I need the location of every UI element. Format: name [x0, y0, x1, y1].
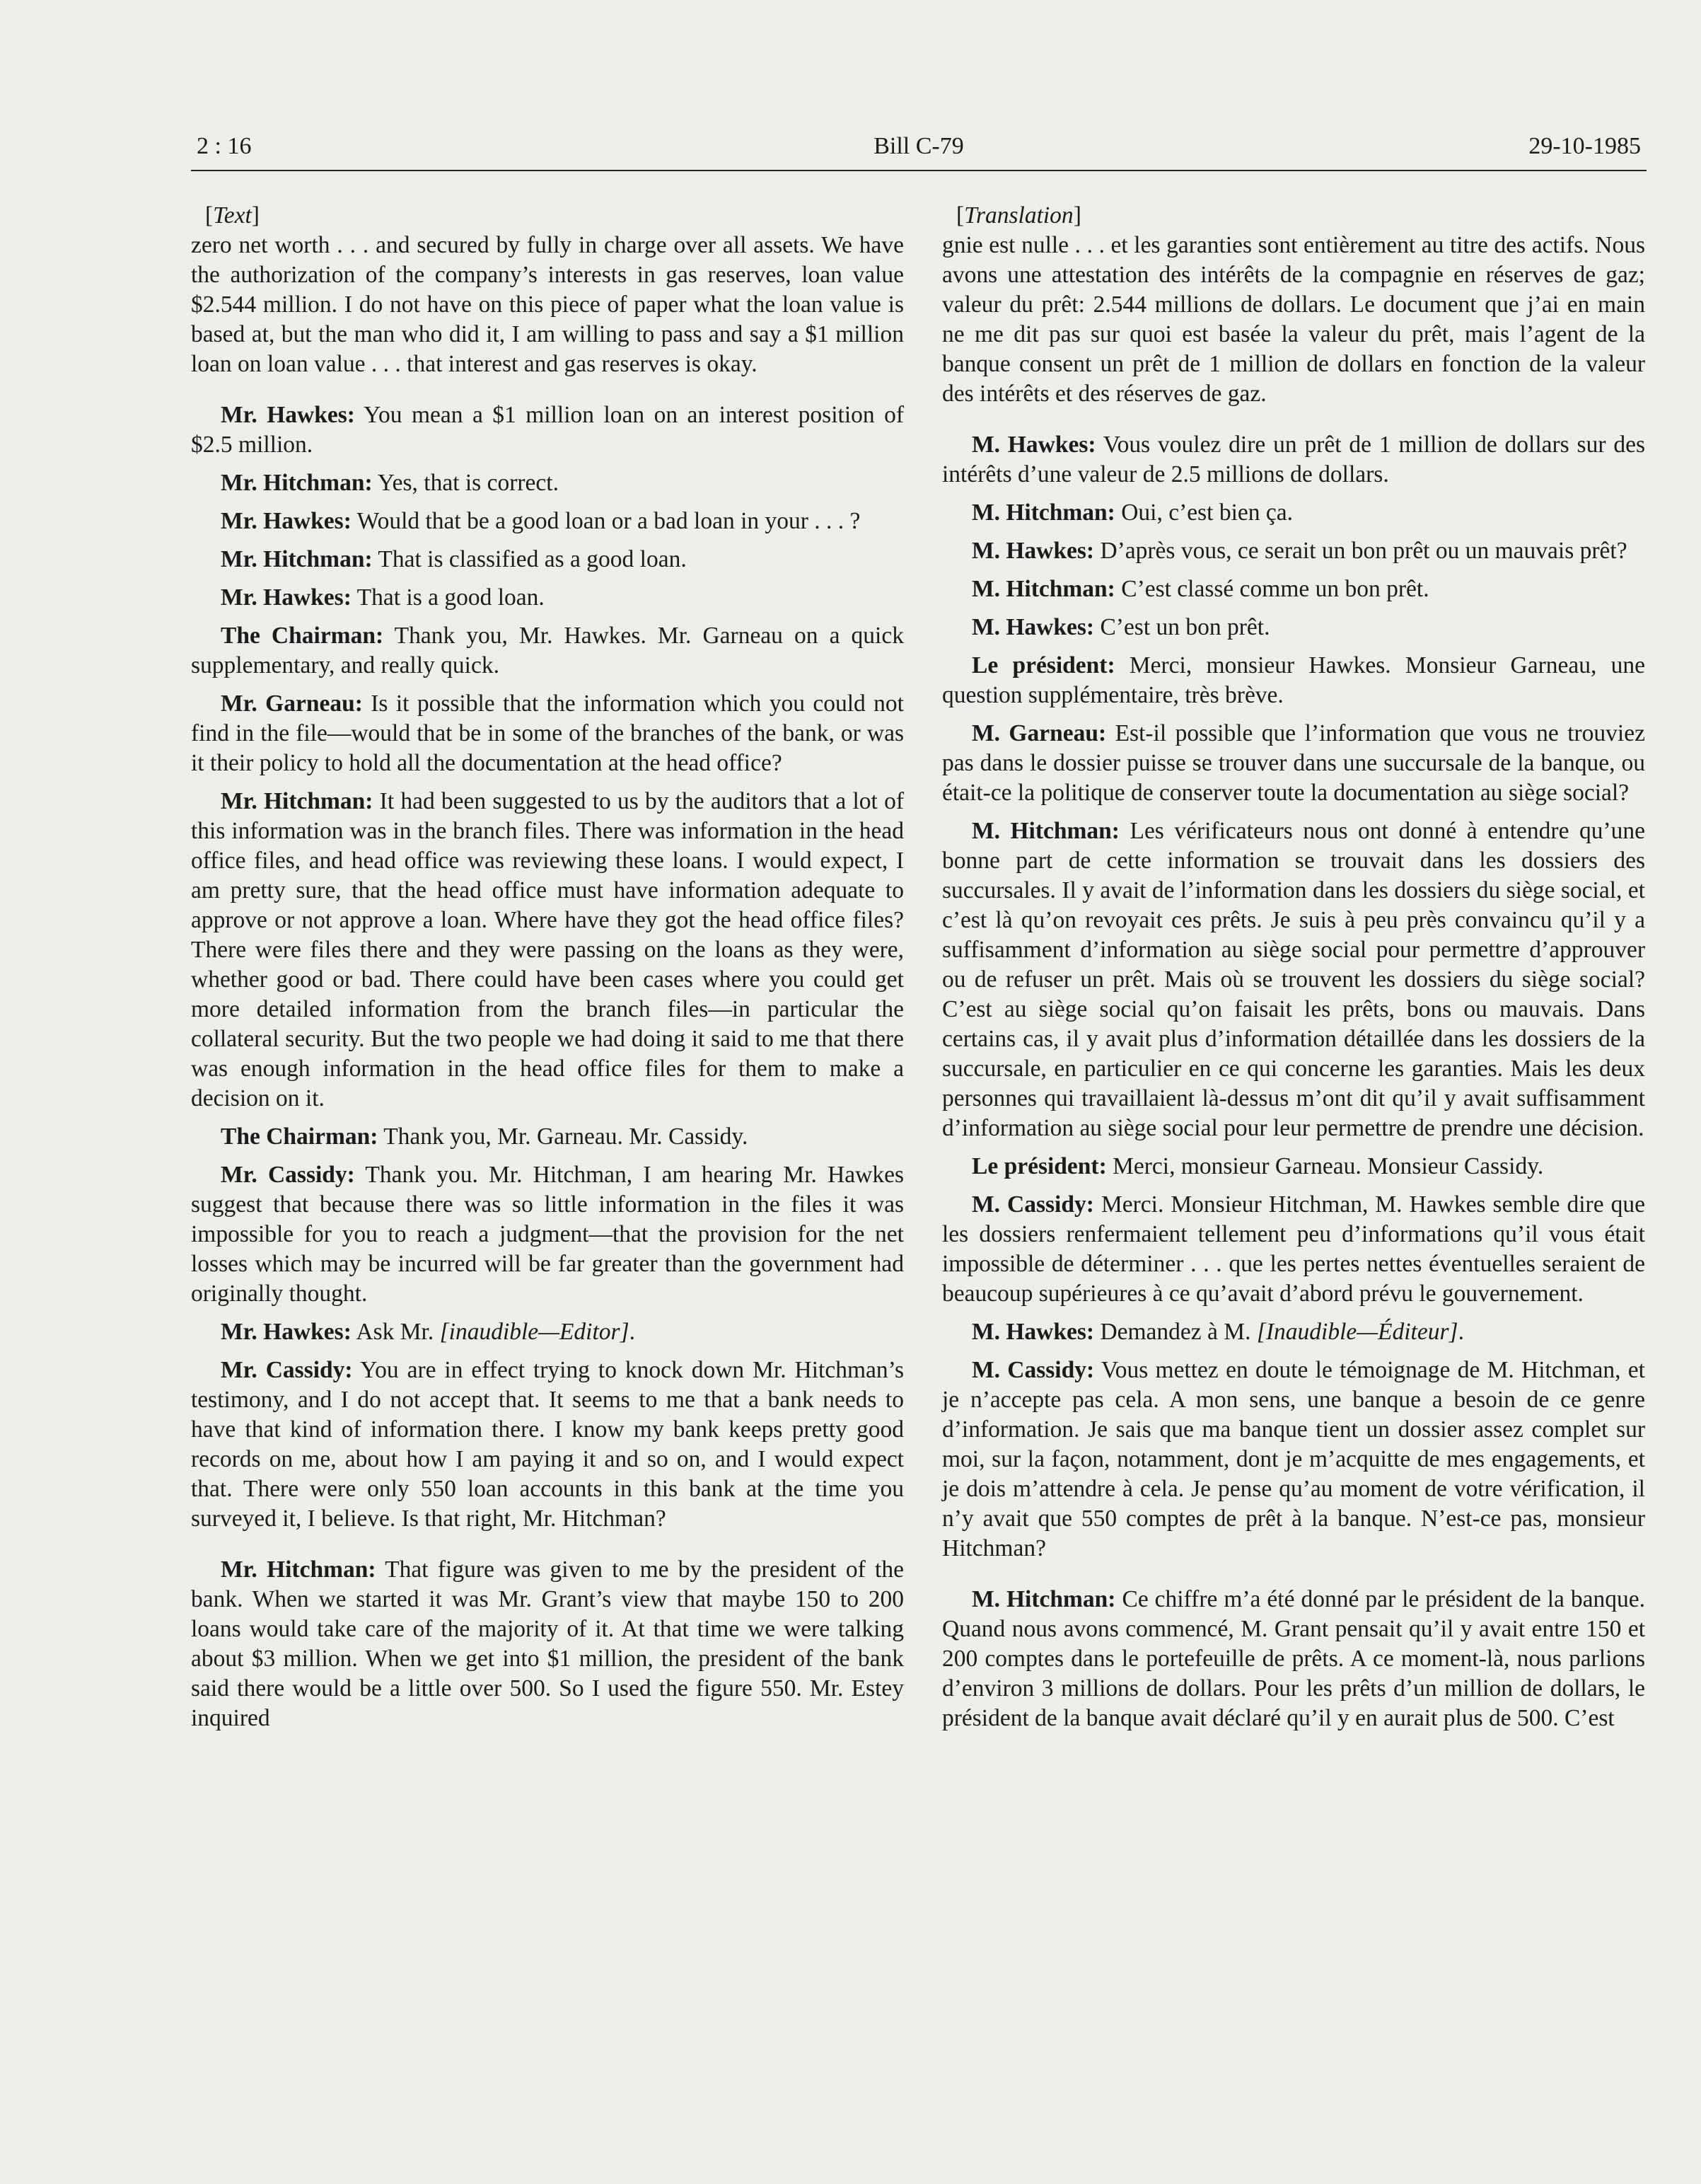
paragraph-text: Merci, monsieur Hawkes. Monsieur Garneau, une question supplémentaire, très brève. [942, 652, 1646, 708]
speaker-name: M. Hawkes: [972, 1319, 1095, 1345]
speaker-name: M. Cassidy: [972, 1357, 1095, 1383]
paragraph-text: Demandez à M. [1094, 1319, 1257, 1345]
paragraph-text: Est-il possible que l’information que vous ne trouviez pas dans le dossier puisse se trouver dans une succursale de la banque, ou était-ce la politique de conserver toute la documentation au siège social? [942, 720, 1645, 806]
testimony-paragraph [191, 787, 904, 1114]
speaker-name: The Chairman: [221, 623, 384, 649]
paragraph-text: Thank you, Mr. Garneau. Mr. Cassidy. [378, 1123, 748, 1150]
testimony-paragraph [191, 1555, 904, 1733]
testimony-paragraph [191, 1317, 904, 1347]
speaker-name: Mr. Hitchman: [221, 546, 373, 572]
paragraph-text: Vous voulez dire un prêt de 1 million de dollars sur des intérêts d’une valeur de 2.5 millions de dollars. [942, 432, 1646, 487]
paragraph-text: gnie est nulle . . . et les garanties sont entièrement au titre des actifs. Nous avons une attestation des intérêts de la compagnie en réserves de gaz; valeur du prêt: 2.544 millions de dollars. Le document que j’ai en main ne me dit pas sur quoi est basée la valeur du prêt, mais l’agent de la banque consent un prêt de 1 million de dollars en fonction de la valeur des intérêts et des réserves de gaz. [942, 232, 1645, 407]
testimony-paragraph [942, 1585, 1645, 1733]
testimony-paragraph [191, 400, 904, 460]
page-number: 2 : 16 [197, 133, 252, 159]
testimony-paragraph [191, 507, 904, 536]
speaker-name: M. Garneau: [972, 720, 1107, 746]
testimony-paragraph [191, 545, 904, 574]
speaker-name: Mr. Hitchman: [221, 470, 373, 496]
testimony-paragraph [942, 574, 1645, 604]
paragraph-text: Is it possible that the information which you could not find in the file—would that be in some of the branches of the bank, or was it their policy to hold all the documentation at the head office? [191, 691, 904, 776]
paragraph-text-end: . [629, 1319, 635, 1345]
bill-title: Bill C-79 [873, 133, 964, 159]
column-label-text: [Text] [205, 202, 260, 229]
speaker-name: M. Hitchman: [972, 576, 1115, 602]
speaker-name: M. Hitchman: [972, 818, 1120, 844]
column-label-translation: [Translation] [956, 202, 1081, 229]
speaker-name: Mr. Hawkes: [221, 584, 352, 611]
speaker-name: M. Cassidy: [972, 1191, 1094, 1218]
paragraph-text: Ce chiffre m’a été donné par le président de la banque. Quand nous avons commencé, M. Grant pensait qu’il y avait entre 150 et 200 comptes dans le portefeuille de prêts. A ce moment-là, nous parlions d’environ 3 millions de dollars. Pour les prêts d’un million de dollars, le président de la banque avait déclaré qu’il y en aurait plus de 500. C’est [942, 1586, 1645, 1731]
speaker-name: Mr. Hawkes: [221, 508, 352, 534]
paragraph-text: C’est un bon prêt. [1094, 614, 1270, 640]
testimony-paragraph [942, 719, 1645, 808]
speaker-name: Mr. Cassidy: [221, 1357, 353, 1383]
testimony-paragraph [942, 498, 1645, 528]
paragraph-text: Vous mettez en doute le témoignage de M. Hitchman, et je n’accepte pas cela. A mon sens, une banque a besoin de ce genre d’information. Je sais que ma banque tient un dossier assez complet sur moi, sur la façon, notamment, dont je m’acquitte de mes engagements, et je dois m’attendre à cela. Je pense qu’au moment de votre vérification, il n’y avait que 550 comptes de prêt à la banque. N’est-ce pas, monsieur Hitchman? [942, 1357, 1645, 1561]
speaker-name: Le président: [972, 652, 1115, 678]
editorial-note: [Inaudible—Éditeur] [1256, 1319, 1458, 1345]
editorial-note: [inaudible—Editor] [439, 1319, 629, 1345]
paragraph-text: Would that be a good loan or a bad loan in your . . . ? [351, 508, 861, 534]
testimony-paragraph [942, 536, 1645, 566]
speaker-name: Mr. Hitchman: [221, 788, 373, 814]
testimony-paragraph [942, 613, 1645, 642]
paragraph-text: Thank you, Mr. Hawkes. Mr. Garneau on a quick supplementary, and really quick. [191, 623, 904, 678]
paragraph-text: C’est classé comme un bon prêt. [1115, 576, 1429, 602]
testimony-paragraph [942, 1356, 1645, 1564]
paragraph-text: Ask Mr. [351, 1319, 440, 1345]
testimony-paragraph [942, 1317, 1645, 1347]
speaker-name: M. Hitchman: [972, 1586, 1116, 1612]
paragraph-text-end: . [1458, 1319, 1464, 1345]
paragraph-text: Les vérificateurs nous ont donné à entendre qu’une bonne part de cette information se trouvait dans les dossiers des succursales. Il y avait de l’information dans les dossiers du siège social, et c’est là qu’on revoyait ces prêts. Je suis à peu près convaincu qu’il y a suffisamment d’information au siège social pour permettre d’approuver ou de refuser un prêt. Mais où se trouvent les dossiers du siège social? C’est au siège social qu’on faisait les prêts, bons ou mauvais. Dans certains cas, il y avait plus d’information détaillée dans les dossiers de la succursale, en particulier en ce qui concerne les garanties. Mais les deux personnes qui travaillaient là-dessus m’ont dit qu’il y avait suffisamment d’information au siège social pour leur permettre de prendre une décision. [942, 818, 1645, 1141]
paragraph-text: Merci. Monsieur Hitchman, M. Hawkes semble dire que les dossiers renfermaient tellement peu d’informations qu’il vous était impossible de déterminer . . . que les pertes nettes éventuelles seraient de beaucoup supérieures à ce qu’avait d’abord prévu le gouvernement. [942, 1191, 1645, 1307]
speaker-name: The Chairman: [221, 1123, 378, 1150]
testimony-paragraph [942, 816, 1645, 1143]
paragraph-text: It had been suggested to us by the auditors that a lot of this information was in the branch files. There was information in the head office files, and head office was reviewing these loans. I would expect, I am pretty sure, that the head office must have information adequate to approve or not approve a loan. Where have they got the head office files? There were files there and they were passing on the loans as they were, whether good or bad. There could have been cases where you could get more detailed information from the branch files—in particular the collateral security. But the two people we had doing it said to me that there was enough information in the head office files for them to make a decision on it. [191, 788, 904, 1111]
paragraph-text: zero net worth . . . and secured by fully in charge over all assets. We have the authorization of the company’s interests in gas reserves, loan value $2.544 million. I do not have on this piece of paper what the loan value is based at, but the man who did it, I am willing to pass and say a $1 million loan on loan value . . . that interest and gas reserves is okay. [191, 232, 904, 377]
paragraph-text: You are in effect trying to knock down Mr. Hitchman’s testimony, and I do not accept that. It seems to me that a bank needs to have that kind of information there. I know my bank keeps pretty good records on me, about how I am paying it and so on, and I would expect that. There were only 550 loan accounts in this bank at the time you surveyed it, I believe. Is that right, Mr. Hitchman? [191, 1357, 904, 1532]
speaker-name: M. Hawkes: [972, 432, 1096, 458]
testimony-paragraph [191, 468, 904, 498]
paragraph-text: Merci, monsieur Garneau. Monsieur Cassidy. [1106, 1153, 1544, 1179]
testimony-paragraph [191, 1356, 904, 1534]
continued-paragraph [942, 231, 1645, 409]
testimony-paragraph [191, 689, 904, 778]
testimony-paragraph [942, 430, 1645, 490]
speaker-name: M. Hawkes: [972, 614, 1095, 640]
paragraph-text: Yes, that is correct. [372, 470, 559, 496]
page-header [191, 129, 1647, 171]
testimony-paragraph [942, 651, 1645, 710]
french-translation-column [942, 201, 1645, 1742]
page-date: 29-10-1985 [1528, 133, 1641, 159]
testimony-paragraph [191, 621, 904, 681]
paragraph-text: Oui, c’est bien ça. [1115, 499, 1293, 526]
speaker-name: Mr. Hawkes: [221, 1319, 352, 1345]
speaker-name: Mr. Hawkes: [221, 402, 355, 428]
testimony-paragraph [191, 1160, 904, 1309]
speaker-name: Mr. Cassidy: [221, 1162, 355, 1188]
paragraph-text: That figure was given to me by the president of the bank. When we started it was Mr. Grant’s view that maybe 150 to 200 loans would take care of the majority of it. At that time we were talking about $3 million. When we get into $1 million, the president of the bank said there would be a little over 500. So I used the figure 550. Mr. Estey inquired [191, 1556, 904, 1731]
speaker-name: M. Hawkes: [972, 538, 1095, 564]
testimony-paragraph [942, 1190, 1645, 1309]
testimony-paragraph [191, 1122, 904, 1152]
speaker-name: Mr. Garneau: [221, 691, 363, 717]
continued-paragraph [191, 231, 904, 379]
speaker-name: Mr. Hitchman: [221, 1556, 376, 1583]
testimony-paragraph [191, 583, 904, 613]
testimony-paragraph [942, 1152, 1645, 1181]
paragraph-text: That is a good loan. [351, 584, 545, 611]
speaker-name: Le président: [972, 1153, 1107, 1179]
paragraph-text: That is classified as a good loan. [372, 546, 687, 572]
paragraph-text: D’après vous, ce serait un bon prêt ou un mauvais prêt? [1094, 538, 1627, 564]
paragraph-text: Thank you. Mr. Hitchman, I am hearing Mr. Hawkes suggest that because there was so little information in the files it was impossible for you to reach a judgment—that the provision for the net losses which may be incurred will be far greater than the government had originally thought. [191, 1162, 904, 1307]
english-text-column [191, 201, 904, 1742]
paragraph-text: You mean a $1 million loan on an interest position of $2.5 million. [191, 402, 904, 458]
speaker-name: M. Hitchman: [972, 499, 1115, 526]
